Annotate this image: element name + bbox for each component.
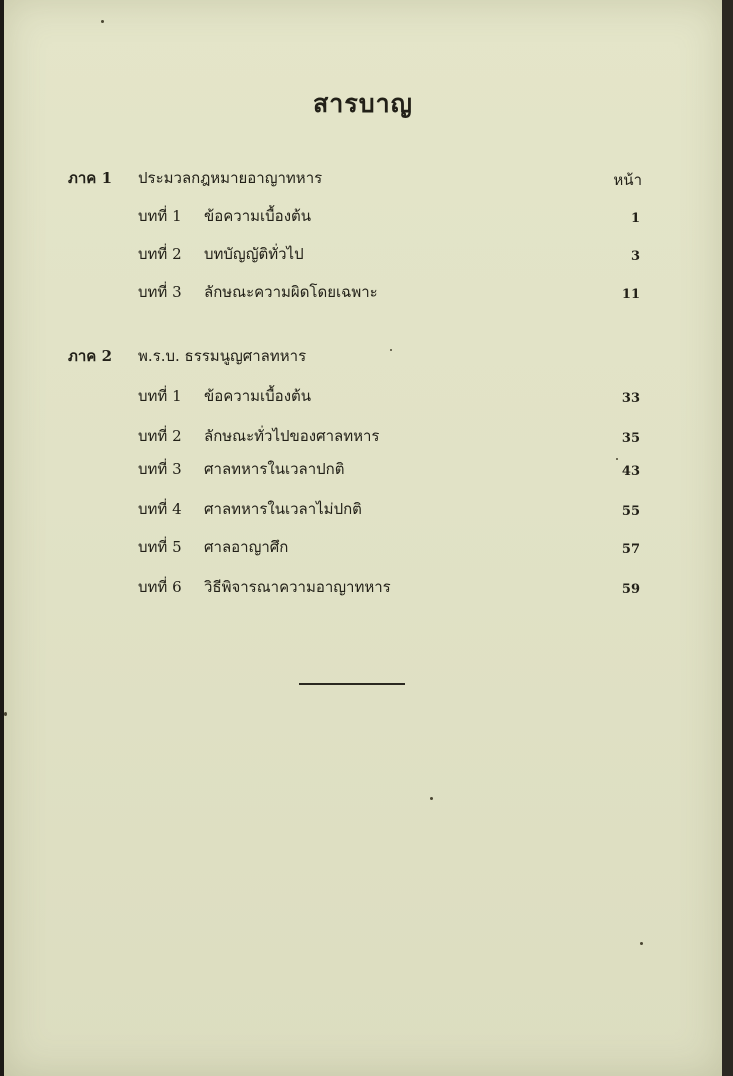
part-heading-row: [4, 344, 722, 368]
page-number: 33: [621, 391, 640, 406]
toc-entry: [4, 242, 722, 266]
chapter-label: บทที่ 6: [138, 578, 182, 596]
page-number: 43: [621, 464, 640, 479]
chapter-title: ลักษณะความผิดโดยเฉพาะ: [204, 283, 378, 301]
chapter-label: บทที่ 3: [138, 283, 182, 301]
chapter-label: บทที่ 5: [138, 538, 182, 556]
toc-entry: [4, 424, 722, 448]
page-number: 57: [621, 542, 640, 557]
chapter-title: ศาลทหารในเวลาไม่ปกติ: [204, 500, 362, 518]
chapter-label: บทที่ 2: [138, 427, 182, 445]
chapter-label: บทที่ 1: [138, 387, 182, 405]
paper-speck: [390, 349, 392, 351]
page-number: 3: [630, 249, 640, 264]
toc-entry: [4, 575, 722, 599]
page-number: 35: [621, 431, 640, 446]
chapter-title: วิธีพิจารณาความอาญาทหาร: [204, 578, 391, 596]
chapter-title: บทบัญญัติทั่วไป: [204, 245, 304, 263]
paper-speck: [430, 797, 433, 800]
paper-speck: [4, 712, 7, 716]
horizontal-divider: [299, 683, 405, 685]
toc-entry: [4, 457, 722, 481]
toc-entry: [4, 384, 722, 408]
toc-entry: [4, 535, 722, 559]
chapter-title: ข้อความเบื้องต้น: [204, 387, 312, 405]
paper-speck: [616, 458, 618, 460]
toc-entry: [4, 280, 722, 304]
page-title: สารบาญ: [313, 89, 413, 118]
chapter-title: ข้อความเบื้องต้น: [204, 207, 312, 225]
part-title: พ.ร.บ. ธรรมนูญศาลทหาร: [138, 347, 307, 365]
paper-speck: [101, 20, 104, 23]
chapter-label: บทที่ 2: [138, 245, 182, 263]
toc-entry: [4, 204, 722, 228]
chapter-label: บทที่ 1: [138, 207, 182, 225]
chapter-title: ลักษณะทั่วไปของศาลทหาร: [204, 427, 380, 445]
part-heading-row: [4, 166, 722, 190]
part-label: ภาค 2: [68, 347, 113, 365]
page-column-header: หน้า: [613, 171, 642, 189]
document-page: [4, 0, 722, 1076]
chapter-title: ศาลทหารในเวลาปกติ: [204, 460, 345, 478]
chapter-label: บทที่ 4: [138, 500, 182, 518]
page-number: 1: [630, 211, 640, 226]
paper-speck: [640, 942, 643, 945]
toc-entry: [4, 497, 722, 521]
part-label: ภาค 1: [68, 169, 113, 187]
part-title: ประมวลกฎหมายอาญาทหาร: [138, 169, 323, 187]
page-number: 11: [621, 287, 640, 302]
chapter-title: ศาลอาญาศึก: [204, 538, 289, 556]
page-number: 55: [621, 504, 640, 519]
page-number: 59: [621, 582, 640, 597]
chapter-label: บทที่ 3: [138, 460, 182, 478]
page-edge-shadow: [722, 0, 733, 1076]
